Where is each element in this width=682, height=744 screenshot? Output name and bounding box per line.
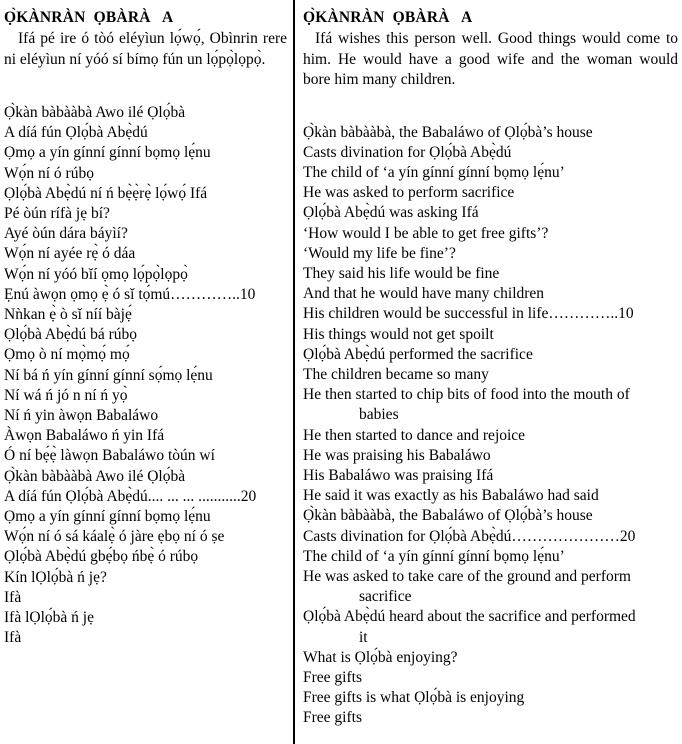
english-verse-line: What is Ọlọ́bà enjoying?	[303, 648, 458, 666]
english-verse-line: Free gifts is what Ọlọ́bà is enjoying	[303, 689, 525, 707]
yoruba-verse-line: A díá fún Ọlọ́bà Abẹ̀dú.... ... ... ...........20	[4, 487, 257, 505]
english-verse-line: ‘How would I be able to get free gifts’?	[303, 224, 549, 242]
english-verse-line: They said his life would be fine	[303, 264, 500, 282]
yoruba-verse-line: Ẹnú àwọn ọmọ ẹ̀ ó sǐ tọ́mú…………..10	[4, 285, 256, 303]
yoruba-verse-line: Ọ̀kàn bàbààbà Awo ilé Ọlọ́bà	[4, 104, 186, 121]
english-verse-line: Free gifts	[303, 668, 362, 686]
yoruba-verse-line: A díá fún Ọlọ́bà Abẹ̀dú	[4, 124, 148, 142]
yoruba-verse-line: Wọ́n ní ó rúbọ	[4, 164, 94, 182]
yoruba-verse-line: Ayé òún dára báyìí?	[4, 225, 128, 243]
english-verse-line: The child of ‘a yín gínní gínní bọmọ lẹ́nu’	[303, 547, 565, 565]
english-verse-line: Casts divination for Ọlọ́bà Abẹ̀dú…………………20	[303, 527, 636, 545]
yoruba-verse-line: Pé òún rífà jẹ bí?	[4, 205, 110, 223]
english-verse-line: And that he would have many children	[303, 285, 545, 303]
english-verse-list	[303, 123, 678, 729]
yoruba-verse-line: Ní wá ń jó n ní ń yọ̀	[4, 386, 128, 404]
yoruba-verse-line: Kín lỌlọ́bà ń jẹ?	[4, 568, 107, 586]
yoruba-verse-line: Ní ń yin àwọn Babaláwo	[4, 407, 159, 425]
english-verse-line-continuation: sacrifice	[359, 588, 412, 606]
yoruba-verse-line: Wọ́n ní ayée rẹ̀ ó dáa	[4, 245, 136, 263]
yoruba-verse-line: Ọmọ ò ní mọ̀mọ́ mọ́	[4, 346, 130, 364]
english-verse-line: He then started to dance and rejoice	[303, 426, 526, 444]
english-verse-line: His Babaláwo was praising Ifá	[303, 466, 494, 484]
english-verse-line: Free gifts	[303, 709, 362, 727]
english-verse-line: The children became so many	[303, 365, 489, 383]
yoruba-verse-line: Ifà	[4, 629, 22, 647]
yoruba-verse-line: Ọlọ́bà Abẹ̀dú gbẹ́bọ ńbẹ̀ ó rúbọ	[4, 548, 199, 566]
english-verse-line: ‘Would my life be fine’?	[303, 244, 456, 262]
english-verse-line: He was praising his Babaláwo	[303, 446, 491, 464]
yoruba-column	[0, 0, 293, 744]
english-verse-line-text: He then started to chip bits of food into the mouth of	[303, 386, 630, 404]
yoruba-verse-line: Ọmọ a yín gínní gínní bọmọ lẹ́nu	[4, 508, 211, 526]
yoruba-verse-line: Àwọn Babaláwo ń yin Ifá	[4, 427, 165, 445]
english-verse-line-continuation: it	[359, 628, 368, 646]
english-verse-line: He said it was exactly as his Babaláwo had said	[303, 487, 599, 505]
english-verse-line: Ọ̀kàn bàbààbà, the Babaláwo of Ọlọ́bà’s house	[303, 123, 593, 141]
yoruba-verse-line: Ọlọ́bà Abẹ̀dú bá rúbọ	[4, 326, 138, 344]
english-intro-paragraph: Ifá wishes this person well. Good things would come to him. He would have a good wife and the woman would bore him many children.	[303, 30, 678, 88]
english-verse-line: Ọlọ́bà Abẹ̀dú was asking Ifá	[303, 204, 479, 222]
english-verse-line: His things would not get spoilt	[303, 325, 494, 343]
yoruba-verse-list	[4, 103, 287, 648]
yoruba-verse-line: Ọ̀kàn bàbààbà Awo ilé Ọlọ́bà	[4, 467, 186, 485]
yoruba-verse-line: Wọ́n ní yóó bǐí ọmọ lọ́pọ̀lọpọ̀	[4, 265, 188, 283]
yoruba-verse-line: Ifà	[4, 588, 22, 606]
english-column	[293, 0, 682, 744]
english-verse-line: The child of ‘a yín gínní gínní bọmọ lẹ́nu’	[303, 163, 565, 181]
yoruba-verse-line: Ifà lỌlọ́bà ń jẹ	[4, 609, 94, 627]
english-verse-line-continuation: babies	[359, 406, 399, 424]
english-verse-line: Ọlọ́bà Abẹ̀dú performed the sacrifice	[303, 345, 533, 363]
yoruba-odu-heading: Ọ̀KÀNRÀN ỌBÀRÀ A	[4, 9, 174, 26]
english-verse-line	[303, 385, 678, 425]
english-verse-line	[303, 567, 678, 607]
yoruba-intro-paragraph: Ifá pé ire ó tòó eléyìun lọ́wọ́, Obìnrin rere ni eléyìun ní yóó sí bímọ fún un lọ́pọ̀lọpọ̀.	[4, 30, 287, 68]
english-odu-heading: Ọ̀KÀNRÀN ỌBÀRÀ A	[303, 9, 473, 26]
english-verse-line	[303, 607, 678, 647]
yoruba-verse-line: Ó ní bẹ́ẹ̀ làwọn Babaláwo tòún wí	[4, 447, 215, 465]
yoruba-verse-line: Ọmọ a yín gínní gínní bọmọ lẹ́nu	[4, 144, 211, 162]
english-verse-line: He was asked to perform sacrifice	[303, 184, 515, 202]
english-verse-line-text: He was asked to take care of the ground and perform	[303, 567, 631, 585]
yoruba-verse-line: Wọ́n ní ó sá káalẹ̀ ó jàre ẹbọ ní ó ṣe	[4, 528, 225, 546]
yoruba-verse-line: Nǹkan ẹ̀ ò sǐ níí bàjẹ́	[4, 306, 132, 324]
english-verse-line: Casts divination for Ọlọ́bà Abẹ̀dú	[303, 143, 512, 161]
yoruba-verse-line: Ọlọ́bà Abẹ̀dú ní ń bẹ̀ẹ̀rẹ̀ lọ́wọ́ Ifá	[4, 184, 208, 202]
english-verse-line-text: Ọlọ́bà Abẹ̀dú heard about the sacrifice and performed	[303, 608, 636, 626]
yoruba-verse-line: Ní bá ń yín gínní gínní sọ́mọ lẹ́nu	[4, 366, 213, 384]
english-verse-line: Ọ̀kàn bàbààbà, the Babaláwo of Ọlọ́bà’s house	[303, 507, 593, 525]
english-verse-line: His children would be successful in life…………..10	[303, 305, 634, 323]
